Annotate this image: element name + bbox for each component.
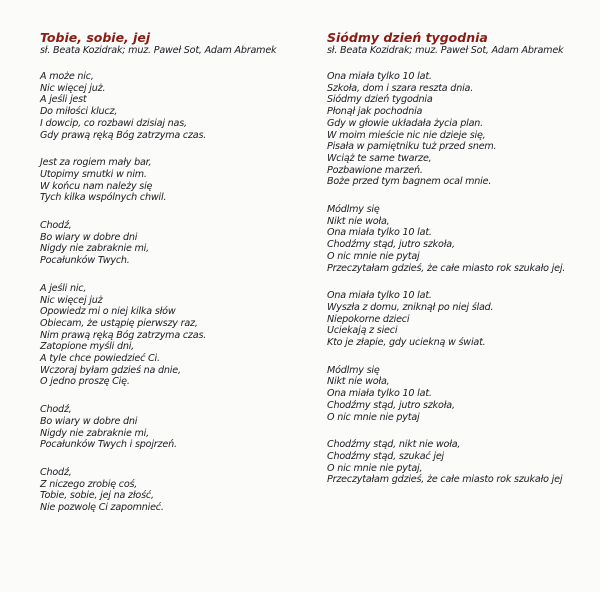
stanza — [327, 71, 597, 188]
lyric-line: Z niczego zrobię coś, — [40, 478, 138, 490]
lyric-line: Niepokorne dzieci — [327, 313, 410, 325]
lyric-line: Szkoła, dom i szara reszta dnia. — [327, 82, 474, 94]
stanza — [327, 439, 597, 486]
stanza — [40, 283, 310, 388]
lyric-line: Opowiedz mi o niej kilka słów — [40, 306, 176, 318]
stanza — [40, 404, 310, 451]
lyric-line: Do miłości klucz, — [40, 106, 118, 118]
lyric-line: Zatopione myśli dni, — [40, 341, 135, 353]
stanza — [40, 220, 310, 267]
lyric-line: Nikt nie woła, — [327, 376, 390, 388]
song-title: Tobie, sobie, jej — [40, 30, 151, 45]
lyric-line: Módlmy się — [327, 204, 380, 216]
lyric-line: Jest za rogiem mały bar, — [40, 157, 152, 169]
stanza — [327, 204, 597, 274]
lyric-line: Nie pozwolę Ci zapomnieć. — [40, 502, 164, 514]
stanza — [40, 71, 310, 141]
lyric-line: Ona miała tylko 10 lat. — [327, 71, 432, 82]
lyric-line: Chodź, — [40, 404, 72, 416]
lyric-line: A jeśli jest — [40, 94, 87, 106]
lyric-line: Pisała w pamiętniku tuż przed snem. — [327, 141, 497, 153]
lyric-line: Wyszła z domu, zniknął po niej ślad. — [327, 301, 494, 313]
lyrics — [40, 71, 310, 514]
lyric-line: Bo wiary w dobre dni — [40, 415, 138, 427]
lyric-line: Pocałunków Twych. — [40, 255, 130, 267]
lyric-line: Chodź, — [40, 220, 72, 232]
lyric-line: Nikt nie woła, — [327, 215, 390, 227]
lyric-line: A może nic, — [40, 71, 94, 82]
lyric-line: Chodźmy stąd, nikt nie woła, — [327, 439, 461, 451]
lyric-line: W moim mieście nic nie dzieje się, — [327, 129, 486, 141]
lyric-line: O jedno proszę Cię. — [40, 376, 130, 388]
lyric-line: I dowcip, co rozbawi dzisiaj nas, — [40, 117, 187, 129]
lyric-line: Nic więcej już — [40, 294, 103, 306]
lyric-line: O nic mnie nie pytaj — [327, 250, 420, 262]
lyric-line: Gdy w głowie układała życia plan. — [327, 117, 483, 129]
lyric-line: Przeczytałam gdzieś, że całe miasto rok szukało jej. — [327, 262, 566, 274]
lyric-line: Ona miała tylko 10 lat. — [327, 388, 432, 400]
lyric-line: Tobie, sobie, jej na złość, — [40, 490, 154, 502]
song-credit: sł. Beata Kozidrak; muz. Paweł Sot, Adam Abramek — [40, 45, 277, 56]
lyric-line: O nic mnie nie pytaj — [327, 411, 420, 423]
lyric-line: Wczoraj byłam gdzieś na dnie, — [40, 364, 181, 376]
lyric-line: Chodźmy stąd, jutro szkoła, — [327, 239, 455, 251]
stanza — [327, 290, 597, 349]
lyric-line: Nim prawą ręką Bóg zatrzyma czas. — [40, 329, 207, 341]
lyric-line: Kto je złapie, gdy uciekną w świat. — [327, 337, 486, 349]
lyric-line: Płonął jak pochodnia — [327, 106, 423, 118]
lyric-line: Módlmy się — [327, 364, 380, 376]
song-column-left — [40, 30, 310, 514]
lyric-line: Tych kilka wspólnych chwil. — [40, 192, 167, 204]
stanza — [40, 467, 310, 514]
stanza — [40, 157, 310, 204]
stanza — [327, 365, 597, 424]
lyric-line: O nic mnie nie pytaj, — [327, 462, 423, 474]
lyric-line: Uciekają z sieci — [327, 325, 398, 337]
lyric-line: Chodźmy stąd, szukać jej — [327, 450, 444, 462]
lyric-line: A tyle chce powiedzieć Ci. — [40, 353, 160, 365]
lyric-line: Nigdy nie zabraknie mi, — [40, 243, 149, 255]
lyric-line: W końcu nam należy się — [40, 180, 153, 192]
lyric-line: Boże przed tym bagnem ocal mnie. — [327, 176, 492, 188]
song-title: Siódmy dzień tygodnia — [327, 30, 488, 45]
lyric-line: Pocałunków Twych i spojrzeń. — [40, 439, 177, 451]
lyric-line: Chodźmy stąd, jutro szkoła, — [327, 399, 455, 411]
lyric-line: Nigdy nie zabraknie mi, — [40, 427, 149, 439]
lyric-line: Chodź, — [40, 466, 72, 478]
lyric-line: Gdy prawą ręką Bóg zatrzyma czas. — [40, 129, 207, 141]
lyric-line: Obiecam, że ustąpię pierwszy raz, — [40, 317, 198, 329]
lyric-line: Przeczytałam gdzieś, że całe miasto rok szukało jej — [327, 474, 563, 486]
lyric-line: Utopimy smutki w nim. — [40, 168, 147, 180]
lyric-line: Wciąż te same twarze, — [327, 152, 432, 164]
lyric-line: Bo wiary w dobre dni — [40, 231, 138, 243]
lyric-line: Pozbawione marzeń. — [327, 164, 423, 176]
song-credit: sł. Beata Kozidrak; muz. Paweł Sot, Adam Abramek — [327, 45, 564, 56]
lyric-line: A jeśli nic, — [40, 282, 87, 294]
lyric-line: Nic więcej już. — [40, 82, 106, 94]
lyric-line: Siódmy dzień tygodnia — [327, 94, 433, 106]
lyric-line: Ona miała tylko 10 lat. — [327, 227, 432, 239]
lyrics — [327, 71, 597, 486]
lyric-line: Ona miała tylko 10 lat. — [327, 290, 432, 302]
song-column-right — [327, 30, 597, 486]
